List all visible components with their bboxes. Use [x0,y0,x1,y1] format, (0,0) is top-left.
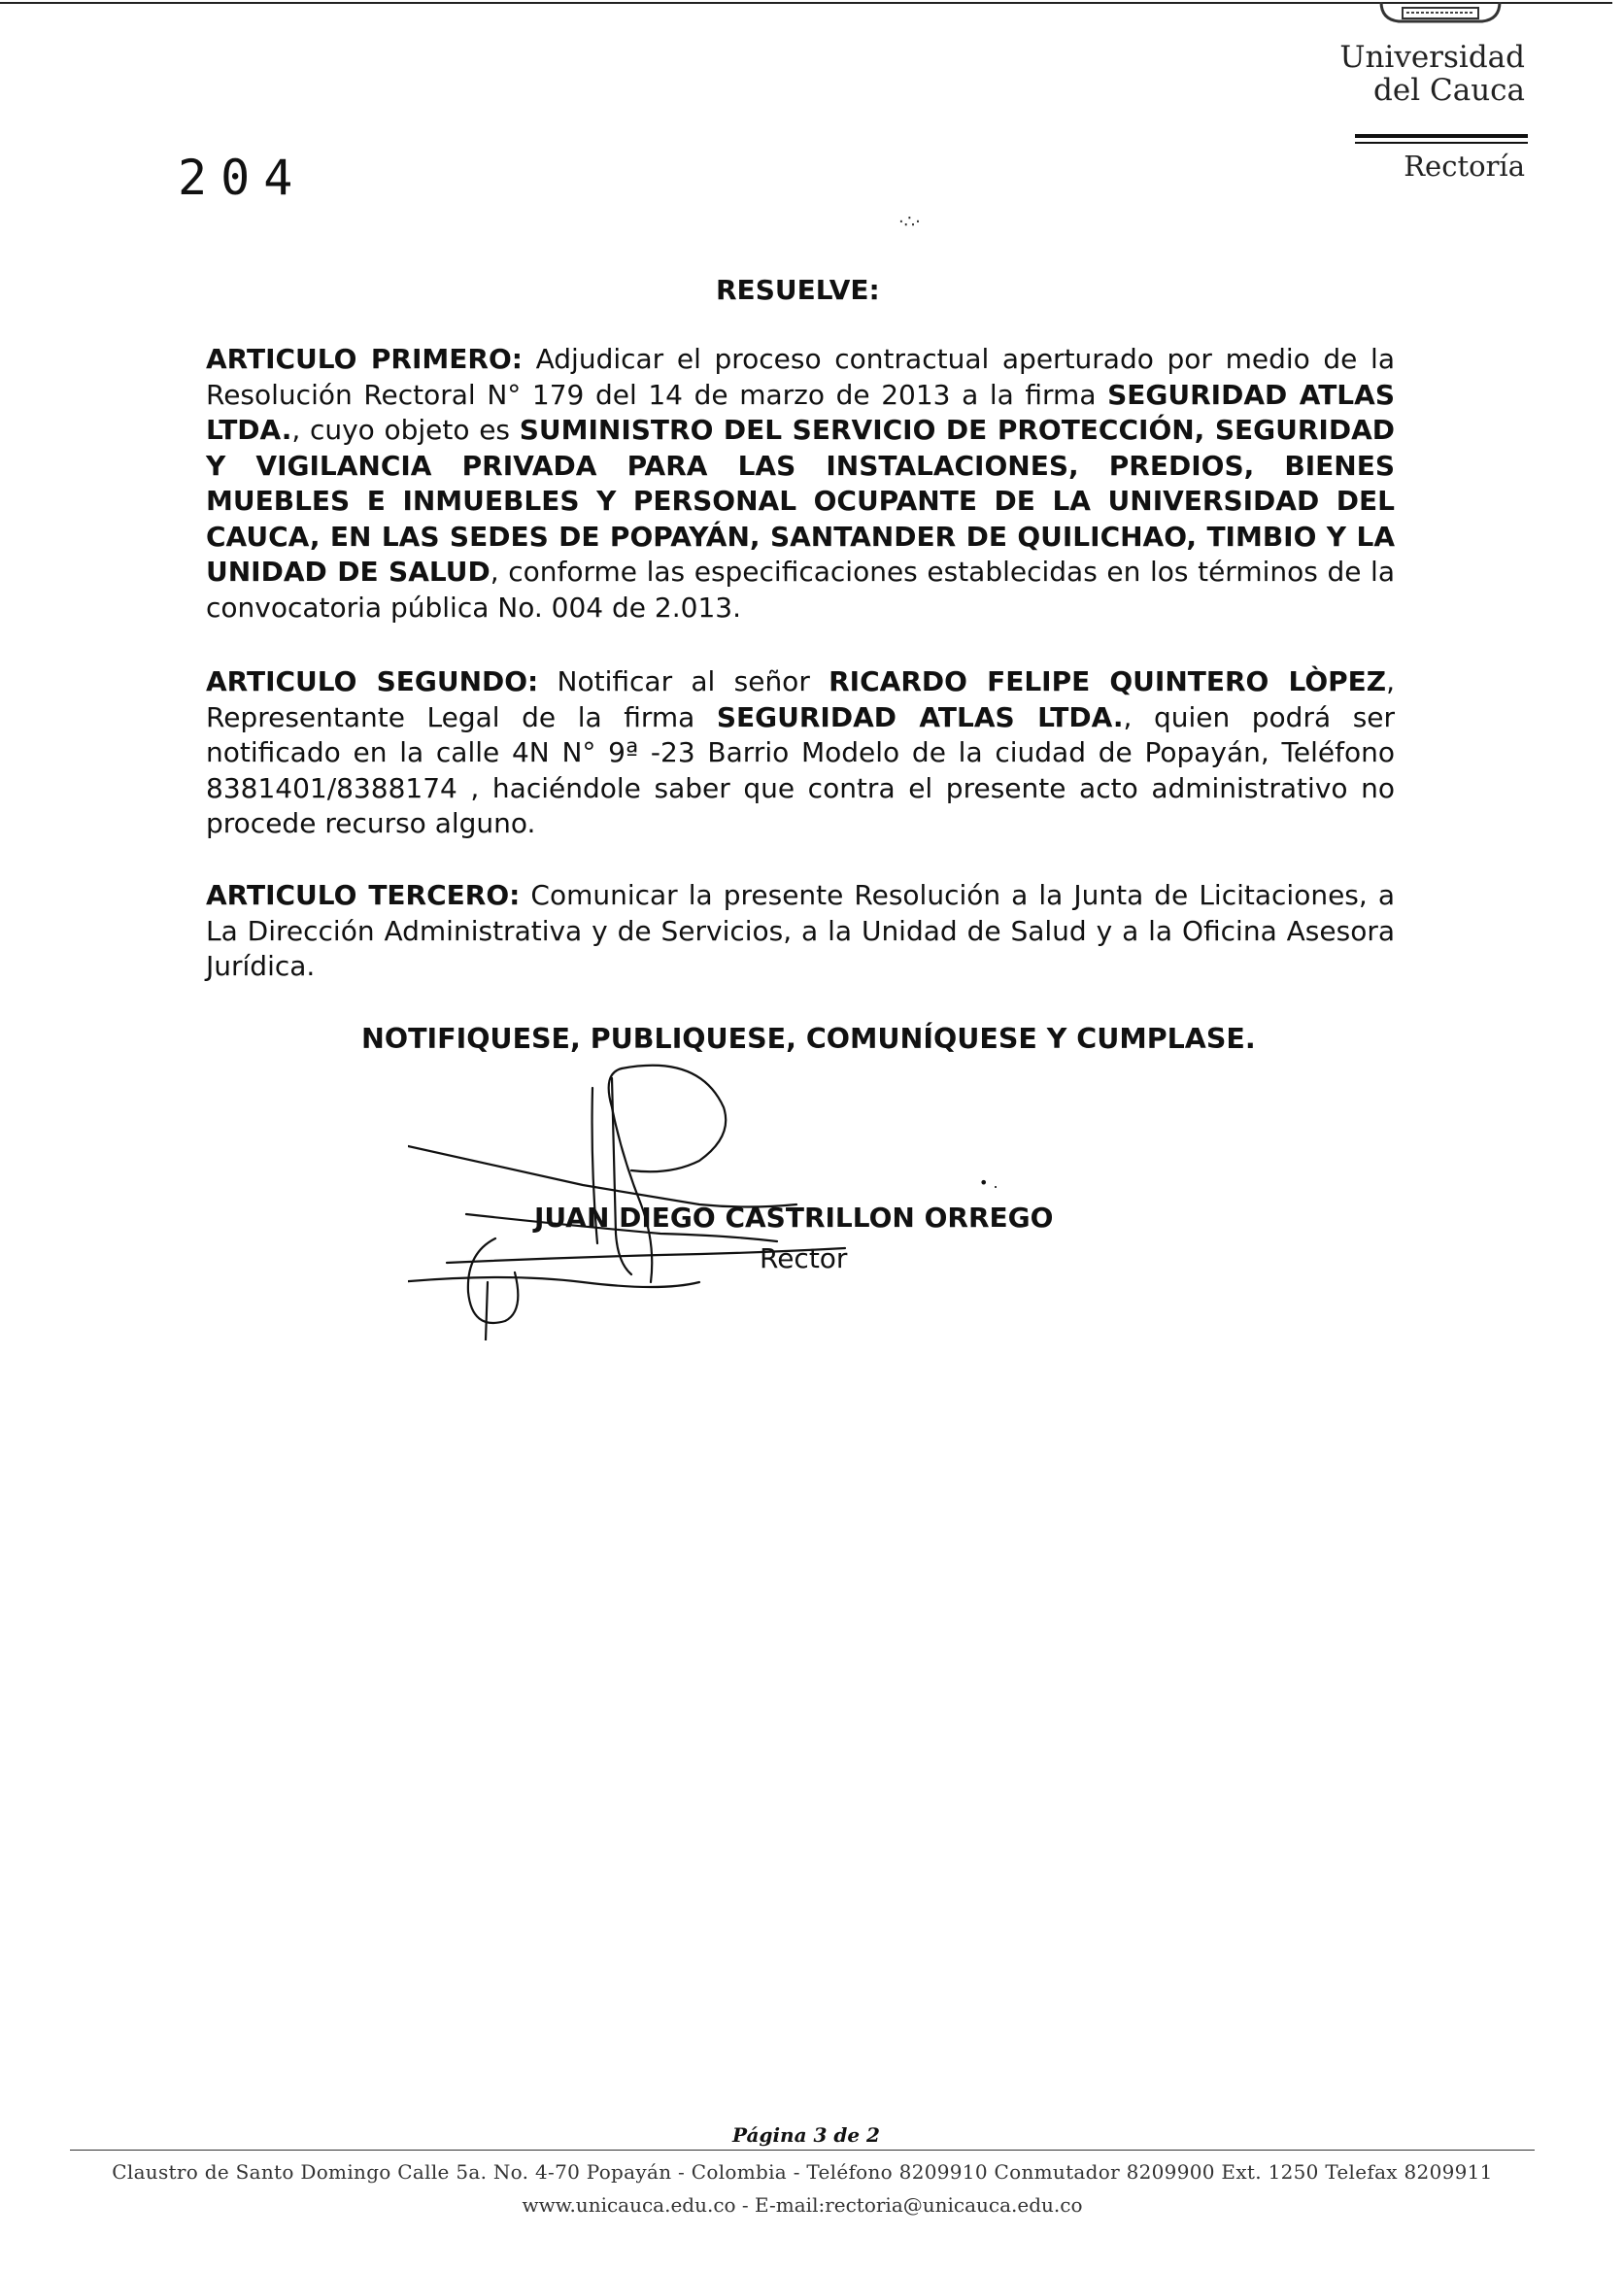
signer-name: JUAN DIEGO CASTRILLON ORREGO [534,1202,1054,1234]
firm-name: SEGURIDAD ATLAS LTDA. [206,378,1395,446]
scan-speck-marks: ·∴· [898,212,921,232]
contract-object: SUMINISTRO DEL SERVICIO DE PROTECCIÓN, SEGURIDAD Y VIGILANCIA PRIVADA PARA LAS INSTALACIONES, PREDIOS, BIENES MUEBLES E INMUEBLES Y PERSONAL OCUPANTE DE LA UNIVERSIDAD DEL CAUCA, EN LAS SEDES DE POPAYÁN, SANTANDER DE QUILICHAO, TIMBIO Y LA UNIDAD DE SALUD [206,414,1395,588]
article-segundo [206,664,1395,842]
ink-dot-mark: • . [979,1173,998,1192]
article-text: , quien podrá ser notificado en la calle 4N N° 9ª -23 Barrio Modelo de la ciudad de Popayán, Teléfono 8381401/8388174 , haciéndole saber que contra el presente acto administrativo no procede recurso alguno. [206,700,1396,839]
footer-rule [70,2150,1535,2151]
article-text: Notificar al señor [538,665,829,697]
article-text: Adjudicar el proceso contractual aperturado por medio de la Resolución Rectoral N° 179 del 14 de marzo de 2013 a la firma [206,343,1395,411]
closing-statement: NOTIFIQUESE, PUBLIQUESE, COMUNÍQUESE Y CUMPLASE. [361,1023,1256,1055]
page-number-label: Página 3 de 2 [732,2123,880,2147]
header-rule-thick [1355,134,1528,138]
institution-name-line2: del Cauca [1373,73,1525,108]
section-title: RESUELVE: [716,274,880,306]
article-text: , conforme las especificaciones establecidas en los términos de la convocatoria pública No. 004 de 2.013. [206,556,1395,624]
article-text: , cuyo objeto es [291,414,520,446]
article-heading: ARTICULO PRIMERO: [206,343,523,375]
footer-address: Claustro de Santo Domingo Calle 5a. No. 4-70 Popayán - Colombia - Teléfono 8209910 Conmutador 8209900 Ext. 1250 Telefax 8209911 [112,2160,1493,2184]
article-heading: ARTICULO SEGUNDO: [206,665,539,697]
university-seal-icon [1377,0,1504,25]
handwritten-signature [408,1049,1010,1340]
article-tercero [206,878,1395,985]
legal-representative-name: RICARDO FELIPE QUINTERO LÒPEZ [829,665,1387,697]
office-name: Rectoría [1404,150,1525,183]
firm-name: SEGURIDAD ATLAS LTDA. [716,700,1124,733]
footer-contact: www.unicauca.edu.co - E-mail:rectoria@unicauca.edu.co [522,2193,1083,2217]
document-number: 204 [178,150,307,206]
article-text: , Representante Legal de la firma [206,665,1396,733]
institution-name-line1: Universidad [1339,40,1525,75]
article-primero [206,342,1395,626]
top-border-rule [0,2,1612,4]
article-heading: ARTICULO TERCERO: [206,879,521,911]
signer-title: Rector [760,1242,848,1274]
header-rule-thin [1355,142,1528,144]
article-text: Comunicar la presente Resolución a la Junta de Licitaciones, a La Dirección Administrativa y de Servicios, a la Unidad de Salud y a la Oficina Asesora Jurídica. [206,879,1395,982]
